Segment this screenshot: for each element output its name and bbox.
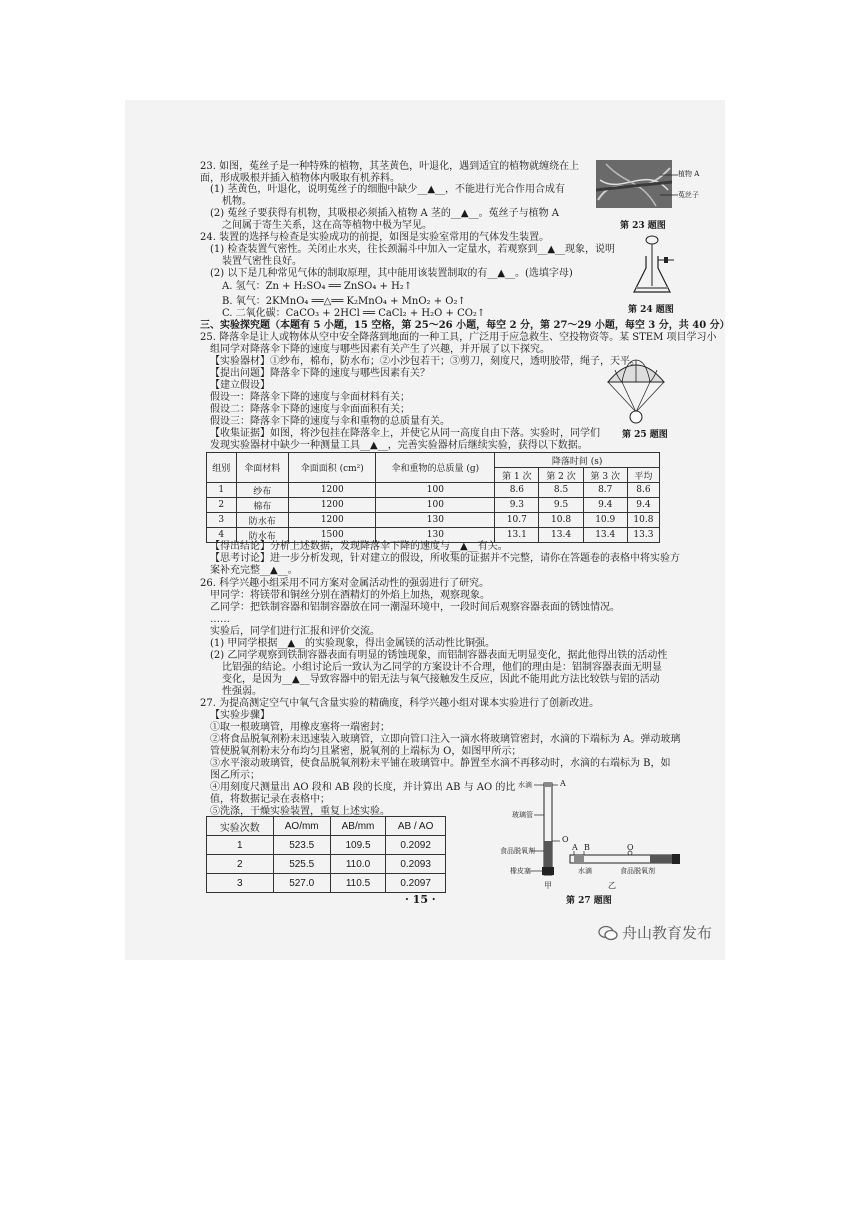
table-27-cell: 109.5 bbox=[330, 836, 385, 855]
text-line-q27-4: ②将食品脱氧剂粉末迅速装入玻璃管，立即向管口注入一滴水将玻璃管密封，水滴的下端标为 A。弹动玻璃 bbox=[210, 734, 681, 745]
text-line-q27-10: ⑤洗涤，干燥实验装置，重复上述实验。 bbox=[210, 806, 390, 817]
table-25-cell: 8.6 bbox=[627, 483, 659, 498]
text-line-q25-4: 【提出问题】降落伞下降的速度与哪些因素有关？ bbox=[210, 368, 430, 379]
text-line-q25-2: 组同学对降落伞下降的速度与哪些因素有关产生了兴趣，并开展了以下探究。 bbox=[210, 344, 550, 355]
table-25-cell: 10.8 bbox=[627, 513, 659, 528]
text-line-q26-2: 甲同学：将镁带和铜丝分别在酒精灯的外焰上加热，观察现象。 bbox=[210, 590, 490, 601]
text-line-q23-3: (1) 茎黄色，叶退化，说明菟丝子的细胞中缺少__▲__，不能进行光合作用合成有 bbox=[210, 184, 566, 195]
table-25-header-t3: 第 3 次 bbox=[583, 468, 627, 483]
text-line-q23-2: 面，形成吸根并插入植物体内吸取有机养料。 bbox=[200, 173, 400, 184]
table-27-cell: 110.5 bbox=[330, 874, 385, 893]
table-27-cell: 3 bbox=[207, 874, 274, 893]
figure-27-caption: 第 27 题图 bbox=[566, 896, 612, 906]
table-25-header-time: 降落时间 (s) bbox=[495, 453, 660, 468]
text-line-q27-3: ①取一根玻璃管，用橡皮塞将一端密封； bbox=[210, 722, 390, 733]
table-25-cell: 4 bbox=[207, 528, 237, 543]
figure-27-label-yi: 乙 bbox=[608, 881, 616, 890]
table-25-cell: 防水布 bbox=[236, 528, 289, 543]
text-line-q23-6: 之间属于寄生关系，这在高等植物中极为罕见。 bbox=[222, 220, 432, 231]
text-line-q23-5: (2) 菟丝子要获得有机物，其吸根必须插入植物 A 茎的__▲__。菟丝子与植物 A bbox=[210, 208, 560, 219]
text-line-q27-6: ③水平滚动玻璃管，使食品脱氧剂粉末平铺在玻璃管中。静置至水滴不再移动时，水滴的右端标为 B，如 bbox=[210, 758, 671, 769]
table-25-cell: 13.4 bbox=[583, 528, 627, 543]
text-line-q26-1: 26. 科学兴趣小组采用不同方案对金属活动性的强弱进行了研究。 bbox=[200, 578, 490, 589]
figure-27-label-deoxidizer-right: 食品脱氧剂 bbox=[620, 867, 655, 875]
text-line-q27-5: 管使脱氧剂粉末分布均匀且紧密，脱氧剂的上端标为 O，如图甲所示； bbox=[210, 746, 522, 757]
table-25-cell: 10.9 bbox=[583, 513, 627, 528]
table-25-header-material: 伞面材料 bbox=[236, 453, 289, 483]
table-25-cell: 9.5 bbox=[539, 498, 583, 513]
text-line-q27-1: 27. 为提高测定空气中氧气含量实验的精确度，科学兴趣小组对课本实验进行了创新改进。 bbox=[200, 698, 600, 709]
table-25-cell: 1200 bbox=[289, 498, 376, 513]
table-27-row bbox=[207, 855, 446, 874]
table-27-header: AO/mm bbox=[273, 817, 330, 836]
table-25-cell: 9.3 bbox=[495, 498, 539, 513]
text-line-q25-11: 【得出结论】分析上述数据，发现降落伞下降的速度与__▲__有关。 bbox=[210, 541, 508, 552]
table-25-cell: 100 bbox=[376, 483, 495, 498]
table-27-cell: 110.0 bbox=[330, 855, 385, 874]
table-27-cell: 523.5 bbox=[273, 836, 330, 855]
table-27-header: AB/mm bbox=[330, 817, 385, 836]
figure-27-label-water-right: 水滴 bbox=[578, 867, 592, 875]
table-25-cell: 8.6 bbox=[495, 483, 539, 498]
table-25-cell: 9.4 bbox=[627, 498, 659, 513]
table-25-cell: 130 bbox=[376, 513, 495, 528]
table-27-header: AB / AO bbox=[386, 817, 446, 836]
table-27-cell: 527.0 bbox=[273, 874, 330, 893]
table-25-cell: 棉布 bbox=[236, 498, 289, 513]
text-line-q24-2: (1) 检查装置气密性。关闭止水夹，往长颈漏斗中加入一定量水，若观察到__▲__现象，说明 bbox=[210, 244, 616, 255]
figure-27-label-a-left: A bbox=[560, 779, 566, 788]
table-25-row bbox=[207, 483, 660, 498]
figure-27-label-o-right: O bbox=[627, 843, 634, 852]
text-line-sec3: 三、实验探究题（本题有 5 小题，15 空格，第 25～26 小题，每空 2 分，第 27～29 小题，每空 3 分，共 40 分） bbox=[200, 320, 730, 331]
text-line-q25-3: 【实验器材】①纱布，棉布，防水布；②小沙包若干；③剪刀，刻度尺，透明胶带，绳子，天平。 bbox=[210, 356, 640, 367]
text-line-q25-8: 假设三：降落伞下降的速度与伞和重物的总质量有关。 bbox=[210, 416, 450, 427]
text-line-q25-6: 假设一：降落伞下降的速度与伞面材料有关； bbox=[210, 392, 410, 403]
text-line-q24-5: A. 氢气：Zn + H₂SO₄ ══ ZnSO₄ + H₂↑ bbox=[222, 281, 413, 292]
text-line-q26-9: 变化，是因为__▲__导致容器中的铝无法与氧气接触发生反应，因此不能用此方法比较铁与铝的活动 bbox=[222, 674, 660, 685]
table-25-header-avg: 平均 bbox=[627, 468, 659, 483]
figure-27-label-deoxidizer-left: 食品脱氧剂 bbox=[500, 847, 535, 855]
table-25-cell: 8.7 bbox=[583, 483, 627, 498]
table-25-cell: 130 bbox=[376, 528, 495, 543]
table-25-cell: 9.4 bbox=[583, 498, 627, 513]
page-number: · 15 · bbox=[405, 893, 436, 906]
table-25-cell: 1500 bbox=[289, 528, 376, 543]
figure-25-parachute bbox=[606, 358, 666, 424]
text-line-q24-4: (2) 以下是几种常见气体的制取原理，其中能用该装置制取的有__▲__。(选填字母) bbox=[210, 268, 573, 279]
figure-23-label-dodder: 菟丝子 bbox=[678, 191, 699, 199]
table-27 bbox=[206, 816, 446, 893]
table-25-cell: 纱布 bbox=[236, 483, 289, 498]
text-line-q25-7: 假设二：降落伞下降的速度与伞面面积有关； bbox=[210, 404, 410, 415]
table-25-row bbox=[207, 498, 660, 513]
text-line-q25-10: 发现实验器材中缺少一种测量工具__▲__，完善实验器材后继续实验，获得以下数据。 bbox=[210, 440, 588, 451]
table-25 bbox=[206, 452, 660, 543]
text-line-q24-7: C. 二氧化碳：CaCO₃ + 2HCl ══ CaCl₂ + H₂O + CO₂↑ bbox=[222, 308, 486, 319]
text-line-q23-1: 23. 如图，菟丝子是一种特殊的植物，其茎黄色，叶退化，遇到适宜的植物就缠绕在上 bbox=[200, 161, 580, 172]
figure-27-label-o-left: O bbox=[562, 835, 569, 844]
text-line-q24-6: B. 氧气：2KMnO₄ ══△══ K₂MnO₄ + MnO₂ + O₂↑ bbox=[222, 296, 466, 307]
text-line-q27-7: 图乙所示； bbox=[210, 770, 260, 781]
figure-25-caption: 第 25 题图 bbox=[622, 430, 668, 440]
figure-27-label-water: 水滴 bbox=[518, 781, 532, 789]
text-line-q26-4: …… bbox=[210, 614, 230, 625]
text-line-q26-3: 乙同学：把铁制容器和铝制容器放在同一潮湿环境中，一段时间后观察容器表面的锈蚀情况。 bbox=[210, 602, 620, 613]
table-25-cell: 13.4 bbox=[539, 528, 583, 543]
text-line-q27-9: 值，将数据记录在表格中； bbox=[210, 794, 330, 805]
table-25-row bbox=[207, 513, 660, 528]
figure-27-label-jia: 甲 bbox=[544, 881, 552, 890]
figure-27-label-b-right: B bbox=[584, 843, 590, 852]
text-line-q26-7: (2) 乙同学观察到铁制容器表面有明显的锈蚀现象，而铝制容器表面无明显变化，据此他得出铁的活动性 bbox=[210, 650, 668, 661]
watermark-text: 舟山教育发布 bbox=[622, 924, 713, 942]
table-25-header-group: 组别 bbox=[207, 453, 237, 483]
text-line-q24-3: 装置气密性良好。 bbox=[222, 256, 302, 267]
table-25-cell: 100 bbox=[376, 498, 495, 513]
figure-23-label-plant-a: 植物 A bbox=[678, 170, 700, 178]
table-27-cell: 0.2092 bbox=[386, 836, 446, 855]
table-25-header-mass: 伞和重物的总质量 (g) bbox=[376, 453, 495, 483]
table-25-cell: 13.3 bbox=[627, 528, 659, 543]
table-25-cell: 8.5 bbox=[539, 483, 583, 498]
text-line-q25-9: 【收集证据】如图，将沙包挂在降落伞上，并使它从同一高度自由下落。实验时，同学们 bbox=[210, 428, 600, 439]
table-25-header-area: 伞面面积 (cm²) bbox=[289, 453, 376, 483]
table-25-cell: 10.8 bbox=[539, 513, 583, 528]
table-25-header-t2: 第 2 次 bbox=[539, 468, 583, 483]
table-25-cell: 防水布 bbox=[236, 513, 289, 528]
figure-23-leaders bbox=[660, 165, 680, 205]
table-27-header: 实验次数 bbox=[207, 817, 274, 836]
table-27-cell: 525.5 bbox=[273, 855, 330, 874]
table-27-cell: 1 bbox=[207, 836, 274, 855]
figure-27-label-stopper: 橡皮塞 bbox=[510, 867, 531, 875]
text-line-q27-8: ④用刻度尺测量出 AO 段和 AB 段的长度，并计算出 AB 与 AO 的比 bbox=[210, 782, 516, 793]
wechat-icon bbox=[598, 925, 618, 941]
table-27-cell: 0.2097 bbox=[386, 874, 446, 893]
table-25-cell: 1200 bbox=[289, 483, 376, 498]
figure-27-label-a-right: A bbox=[572, 843, 578, 852]
table-27-cell: 0.2093 bbox=[386, 855, 446, 874]
table-25-cell: 13.1 bbox=[495, 528, 539, 543]
table-25-cell: 1 bbox=[207, 483, 237, 498]
figure-23-caption: 第 23 题图 bbox=[620, 221, 666, 231]
text-line-q25-1: 25. 降落伞是让人或物体从空中安全降落到地面的一种工具，广泛用于应急救生、空投物资等。某 STEM 项目学习小 bbox=[200, 332, 717, 343]
table-25-row bbox=[207, 528, 660, 543]
text-line-q27-2: 【实验步骤】 bbox=[210, 710, 270, 721]
text-line-q25-12: 【思考讨论】进一步分析发现，针对建立的假设，所收集的证据并不完整，请你在答题卷的表格中将实验方 bbox=[210, 553, 680, 564]
table-25-cell: 3 bbox=[207, 513, 237, 528]
text-line-q26-6: (1) 甲同学根据__▲__的实验现象，得出金属镁的活动性比铜强。 bbox=[210, 638, 496, 649]
text-line-q23-4: 机物。 bbox=[222, 196, 252, 207]
table-27-cell: 2 bbox=[207, 855, 274, 874]
text-line-q26-10: 性强弱。 bbox=[222, 686, 262, 697]
text-line-q26-5: 实验后，同学们进行汇报和评价交流。 bbox=[210, 626, 380, 637]
table-27-row bbox=[207, 836, 446, 855]
table-25-cell: 10.7 bbox=[495, 513, 539, 528]
text-line-q25-5: 【建立假设】 bbox=[210, 380, 270, 391]
text-line-q24-1: 24. 装置的选择与检查是实验成功的前提，如图是实验室常用的气体发生装置。 bbox=[200, 232, 550, 243]
table-25-header-t1: 第 1 次 bbox=[495, 468, 539, 483]
watermark-logo bbox=[598, 922, 712, 943]
figure-27-label-tube: 玻璃管 bbox=[512, 811, 533, 819]
figure-24-caption: 第 24 题图 bbox=[628, 305, 674, 315]
table-25-cell: 2 bbox=[207, 498, 237, 513]
figure-24-apparatus bbox=[630, 234, 680, 300]
text-line-q26-8: 比铝强的结论。小组讨论后一致认为乙同学的方案设计不合理，他们的理由是：铝制容器表面无明显 bbox=[222, 662, 662, 673]
table-27-row bbox=[207, 874, 446, 893]
text-line-q25-13: 案补充完整__▲__。 bbox=[210, 565, 298, 576]
table-25-cell: 1200 bbox=[289, 513, 376, 528]
